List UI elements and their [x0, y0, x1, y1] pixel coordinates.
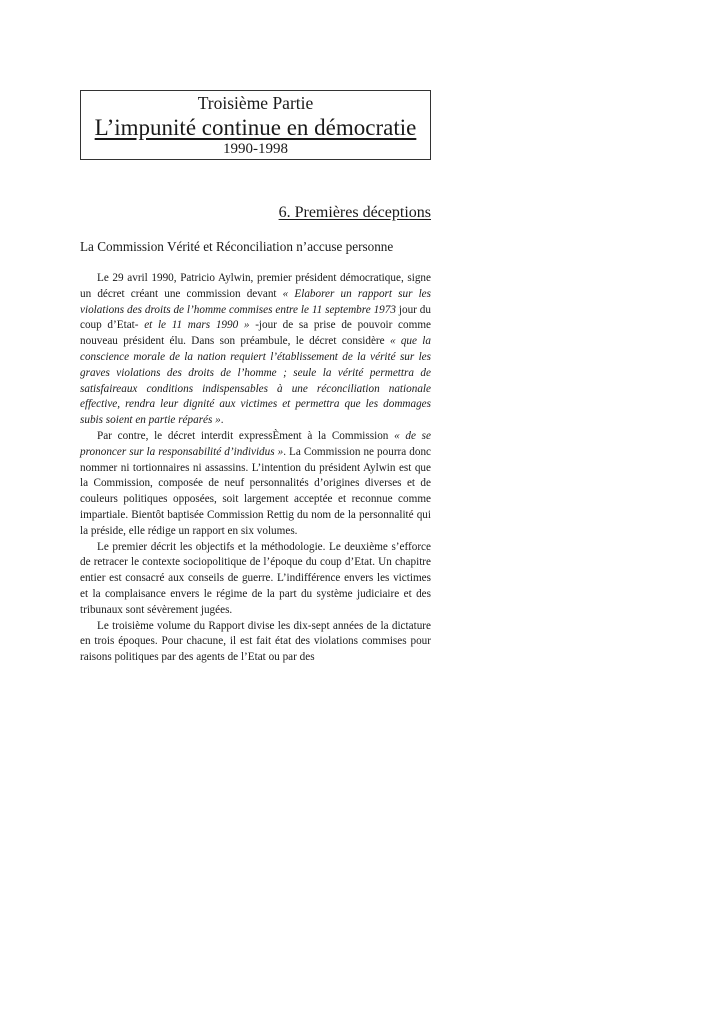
- text-run: Le 29 avril 1990, Patricio Aylwin, premier président démocratique, signe un décret créant une commission devant: [80, 272, 431, 300]
- section-title: La Commission Vérité et Réconciliation n’accuse personne: [80, 239, 394, 254]
- quote: « que la conscience morale de la nation requiert l’établissement de la vérité sur les graves violations des droits de l’homme ; seule la vérité permettra de satisfaireaux conditions indispensables à une réconciliation nationale effective, rendra leur dignité aux victimes et permettra que les dommages subis soient en partie réparés »: [80, 335, 431, 427]
- part-heading: Troisième Partie: [197, 93, 314, 113]
- chapter-title: 6. Premières déceptions: [278, 204, 431, 221]
- quote: « de se prononcer sur la responsabilité d’individus »: [80, 429, 431, 458]
- paragraph: [80, 271, 431, 429]
- page: [80, 90, 431, 666]
- years: 1990-1998: [223, 141, 288, 157]
- main-title: L’impunité continue en démocratie: [94, 115, 417, 140]
- paragraph: Le troisième volume du Rapport divise les dix-sept années de la dictature en trois époques. Pour chacune, il est fait état des violations commises pour raisons politiques par des agents de l’Etat ou par des: [80, 619, 431, 664]
- text-run: Par contre, le décret interdit expressÈment à la Commission: [97, 429, 395, 442]
- title-box: [80, 90, 431, 160]
- text-run: .: [220, 414, 224, 427]
- body-text: [80, 271, 431, 666]
- paragraph: [80, 429, 431, 540]
- quote: « Elaborer un rapport sur les violations des droits de l’homme commises entre le 11 septembre 1973: [80, 287, 431, 316]
- text-run: -jour de sa prise de pouvoir comme nouveau président élu. Dans son préambule, le décret considère: [80, 319, 431, 348]
- quote: et le 11 mars 1990 »: [144, 319, 250, 332]
- paragraph: Le premier décrit les objectifs et la méthodologie. Le deuxième s’efforce de retracer le contexte sociopolitique de l’époque du coup d’Etat. Un chapitre entier est consacré aux conseils de guerre. L’indifférence envers les victimes et la complaisance envers le régime de la part du système judiciaire et des tribunaux sont sévèrement jugées.: [80, 540, 431, 616]
- text-run: jour du coup d’Etat-: [80, 303, 431, 332]
- text-run: . La Commission ne pourra donc nommer ni tortionnaires ni assassins. L’intention du président Aylwin est que la Commission, composée de neuf personnalités d’origines diverses et de couleurs politiques opposées, soit largement acceptée et reconnue comme impartiale. Bientôt baptisée Commission Rettig du nom de la personnalité qui la préside, elle rédige un rapport en six volumes.: [80, 445, 431, 537]
